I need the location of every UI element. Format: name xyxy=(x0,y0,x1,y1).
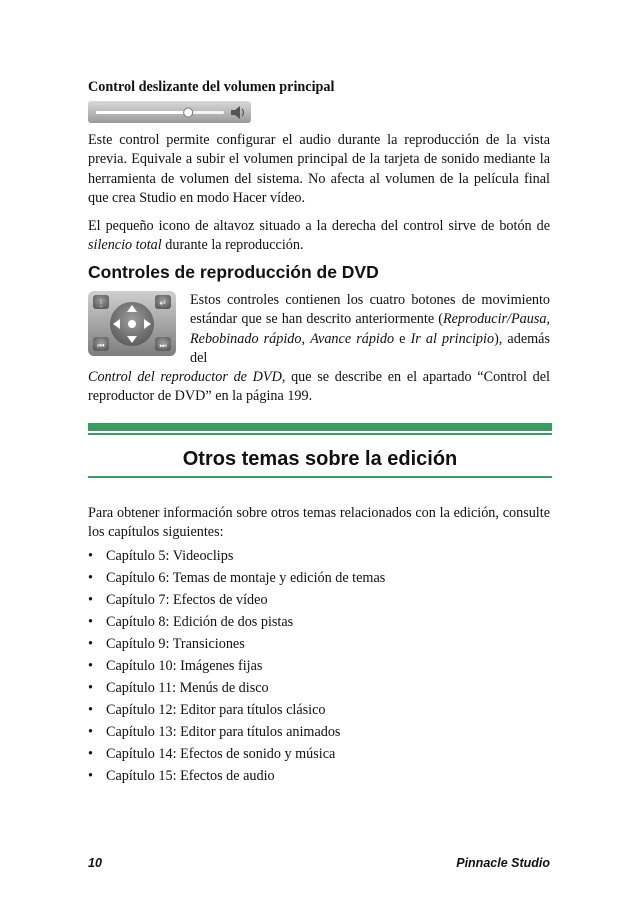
chapter-list-item: • Capítulo 13: Editor para títulos animados xyxy=(88,721,385,743)
other-intro: Para obtener información sobre otros temas relacionados con la edición, consulte los capítulos siguientes: xyxy=(88,505,550,541)
section-band-line xyxy=(88,433,552,435)
volume-description: Este control permite configurar el audio durante la reproducción de la vista previa. Equivale a subir el volumen principal de la tarjeta de sonido mediante la herramienta de volumen del sistema. No afecta al volumen de la película final que crea Studio en modo Hacer vídeo. xyxy=(88,132,550,207)
dvd-enter-button[interactable] xyxy=(128,320,136,328)
chapter-list xyxy=(88,545,385,787)
slider-knob[interactable] xyxy=(184,108,193,117)
section-band-bottom xyxy=(88,476,552,478)
svg-text:⋮: ⋮ xyxy=(96,299,106,309)
dvd-btn-forward: Avance rápido xyxy=(310,330,395,347)
dvd-player-control: Control del reproductor de DVD xyxy=(88,369,282,385)
chapter-list-item: • Capítulo 9: Transiciones xyxy=(88,633,385,655)
mute-text-italic: silencio total xyxy=(88,237,162,254)
dvd-controls-image xyxy=(88,291,176,356)
dvd-description-top: Estos controles contienen los cuatro botones de movimiento estándar que se han descrito anteriormente (Reproducir/Pausa, Rebobinado rápido, Avance rápido e Ir al principio), además del xyxy=(190,292,550,367)
volume-slider-image xyxy=(88,101,251,123)
volume-slider-heading: Control deslizante del volumen principal xyxy=(88,79,335,95)
chapter-list-item: • Capítulo 8: Edición de dos pistas xyxy=(88,611,385,633)
mute-text-a: El pequeño icono de altavoz situado a la derecha del control sirve de botón de xyxy=(88,217,550,234)
mute-description xyxy=(88,217,550,256)
svg-text:⏮: ⏮ xyxy=(97,341,105,350)
other-intro-block xyxy=(88,504,550,543)
section-band-top xyxy=(88,423,552,431)
chapter-list-item: • Capítulo 15: Efectos de audio xyxy=(88,765,385,787)
svg-text:⏭: ⏭ xyxy=(159,341,167,350)
chapter-list-item: • Capítulo 12: Editor para títulos clásico xyxy=(88,699,385,721)
dvd-description-continued: Control del reproductor de DVD, que se describe en el apartado “Control del reproductor de DVD” en la página 199. xyxy=(88,369,550,405)
chapter-list-item: • Capítulo 7: Efectos de vídeo xyxy=(88,589,385,611)
footer-product-name: Pinnacle Studio xyxy=(456,856,550,870)
dvd-btn-play-pause: Reproducir/Pausa xyxy=(442,311,547,328)
mute-text-b: durante la reproducción. xyxy=(161,237,304,254)
chapter-list-item: • Capítulo 5: Videoclips xyxy=(88,545,385,567)
dvd-controls-heading: Controles de reproducción de DVD xyxy=(88,262,379,282)
dvd-btn-start: Ir al principio xyxy=(410,330,495,347)
chapter-list-item: • Capítulo 11: Menús de disco xyxy=(88,677,385,699)
chapter-list-item: • Capítulo 10: Imágenes fijas xyxy=(88,655,385,677)
other-topics-heading: Otros temas sobre la edición xyxy=(182,448,458,470)
slider-fill xyxy=(96,111,188,114)
page-number: 10 xyxy=(88,856,102,870)
svg-text:↵: ↵ xyxy=(159,299,167,309)
volume-paragraph-block xyxy=(88,131,550,255)
dvd-btn-rewind: Rebobinado rápido xyxy=(190,330,302,347)
chapter-list-item: • Capítulo 14: Efectos de sonido y música xyxy=(88,743,385,765)
chapter-list-item: • Capítulo 6: Temas de montaje y edición de temas xyxy=(88,567,385,589)
